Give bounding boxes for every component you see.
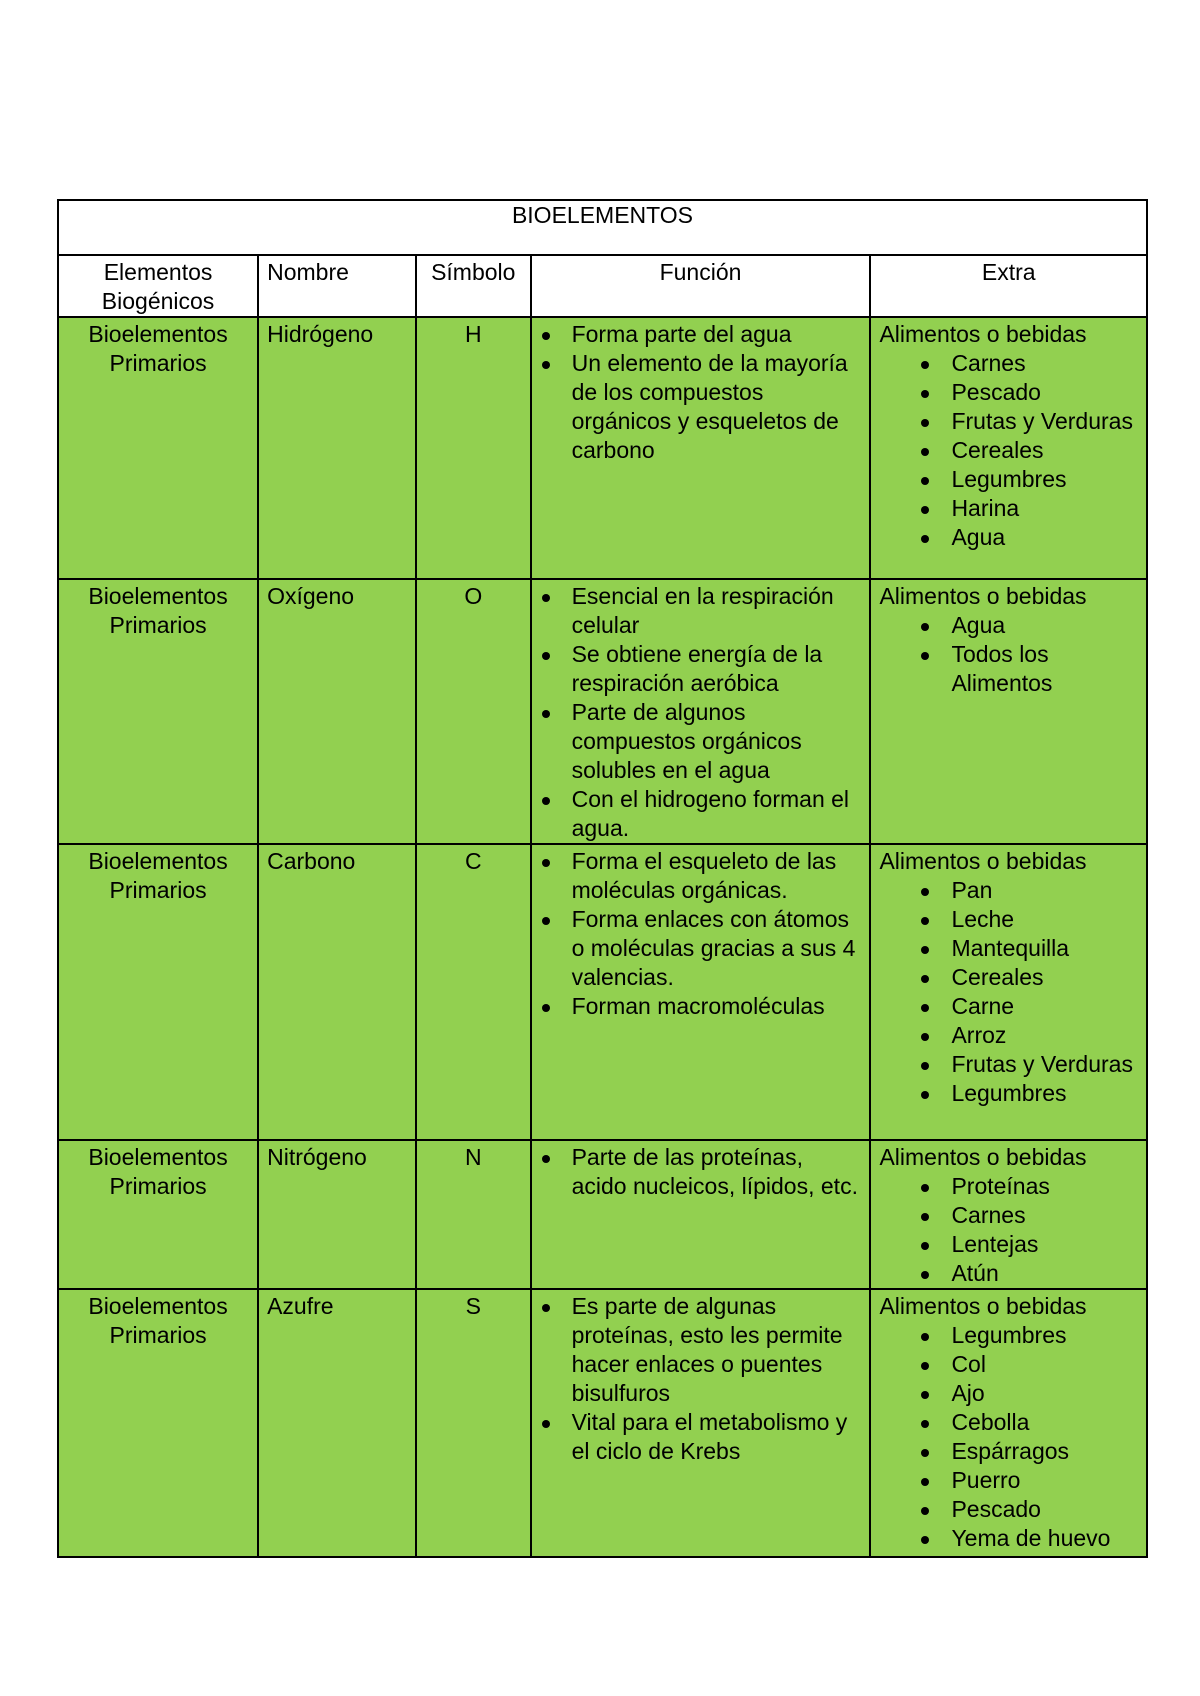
list-item: Arroz: [879, 1021, 1138, 1050]
cell-elementos: Bioelementos Primarios: [58, 579, 258, 844]
cell-elementos: Bioelementos Primarios: [58, 317, 258, 579]
funcion-list: [572, 582, 864, 843]
cell-simbolo: S: [416, 1289, 531, 1557]
extra-label: Alimentos o bebidas: [879, 583, 1087, 609]
list-item: Carnes: [879, 349, 1138, 378]
list-item: Un elemento de la mayoría de los compuestos orgánicos y esqueletos de carbono: [532, 349, 864, 465]
list-item: Se obtiene energía de la respiración aeróbica: [532, 640, 864, 698]
cell-nombre: Oxígeno: [258, 579, 416, 844]
extra-label: Alimentos o bebidas: [879, 321, 1087, 347]
cell-simbolo: N: [416, 1140, 531, 1289]
funcion-list: [572, 320, 864, 465]
list-item: Leche: [879, 905, 1138, 934]
cell-funcion: [531, 317, 871, 579]
list-item: Es parte de algunas proteínas, esto les permite hacer enlaces o puentes bisulfuros: [532, 1292, 864, 1408]
list-item: Esencial en la respiración celular: [532, 582, 864, 640]
cell-extra: [870, 1289, 1147, 1557]
cell-extra: [870, 579, 1147, 844]
list-item: Todos los Alimentos: [879, 640, 1138, 698]
bioelementos-table: [57, 199, 1148, 1558]
list-item: Frutas y Verduras: [879, 1050, 1138, 1079]
list-item: Frutas y Verduras: [879, 407, 1138, 436]
cell-nombre: Carbono: [258, 844, 416, 1140]
header-elementos: Elementos Biogénicos: [58, 255, 258, 317]
funcion-list: [572, 1143, 864, 1201]
list-item: Parte de algunos compuestos orgánicos solubles en el agua: [532, 698, 864, 785]
list-item: Forma el esqueleto de las moléculas orgánicas.: [532, 847, 864, 905]
list-item: Yema de huevo: [879, 1524, 1138, 1553]
list-item: Harina: [879, 494, 1138, 523]
cell-funcion: [531, 1140, 871, 1289]
cell-nombre: Nitrógeno: [258, 1140, 416, 1289]
header-funcion: Función: [531, 255, 871, 317]
list-item: Agua: [879, 611, 1138, 640]
header-simbolo: Símbolo: [416, 255, 531, 317]
list-item: Agua: [879, 523, 1138, 552]
extra-list: [879, 876, 1138, 1108]
header-nombre: Nombre: [258, 255, 416, 317]
table-row: [58, 1289, 1147, 1557]
cell-nombre: Hidrógeno: [258, 317, 416, 579]
table-row: [58, 844, 1147, 1140]
list-item: Puerro: [879, 1466, 1138, 1495]
extra-label: Alimentos o bebidas: [879, 1144, 1087, 1170]
cell-nombre: Azufre: [258, 1289, 416, 1557]
list-item: Col: [879, 1350, 1138, 1379]
header-row: [58, 255, 1147, 317]
list-item: Ajo: [879, 1379, 1138, 1408]
header-extra: Extra: [870, 255, 1147, 317]
funcion-list: [572, 1292, 864, 1466]
list-item: Forman macromoléculas: [532, 992, 864, 1021]
list-item: Cereales: [879, 963, 1138, 992]
cell-funcion: [531, 844, 871, 1140]
list-item: Pescado: [879, 378, 1138, 407]
cell-extra: [870, 1140, 1147, 1289]
extra-label: Alimentos o bebidas: [879, 848, 1087, 874]
list-item: Parte de las proteínas, acido nucleicos, lípidos, etc.: [532, 1143, 864, 1201]
list-item: Cereales: [879, 436, 1138, 465]
cell-simbolo: C: [416, 844, 531, 1140]
cell-elementos: Bioelementos Primarios: [58, 1289, 258, 1557]
list-item: Lentejas: [879, 1230, 1138, 1259]
table-row: [58, 317, 1147, 579]
cell-funcion: [531, 579, 871, 844]
list-item: Espárragos: [879, 1437, 1138, 1466]
list-item: Atún: [879, 1259, 1138, 1288]
cell-extra: [870, 317, 1147, 579]
table-row: [58, 579, 1147, 844]
list-item: Pan: [879, 876, 1138, 905]
funcion-list: [572, 847, 864, 1021]
table-title: BIOELEMENTOS: [58, 200, 1147, 255]
list-item: Carnes: [879, 1201, 1138, 1230]
list-item: Cebolla: [879, 1408, 1138, 1437]
cell-elementos: Bioelementos Primarios: [58, 844, 258, 1140]
extra-list: [879, 349, 1138, 552]
cell-simbolo: H: [416, 317, 531, 579]
list-item: Legumbres: [879, 465, 1138, 494]
extra-list: [879, 1321, 1138, 1553]
list-item: Forma parte del agua: [532, 320, 864, 349]
list-item: Legumbres: [879, 1321, 1138, 1350]
list-item: Con el hidrogeno forman el agua.: [532, 785, 864, 843]
list-item: Legumbres: [879, 1079, 1138, 1108]
list-item: Proteínas: [879, 1172, 1138, 1201]
cell-funcion: [531, 1289, 871, 1557]
list-item: Forma enlaces con átomos o moléculas gracias a sus 4 valencias.: [532, 905, 864, 992]
list-item: Pescado: [879, 1495, 1138, 1524]
extra-list: [879, 1172, 1138, 1288]
extra-label: Alimentos o bebidas: [879, 1293, 1087, 1319]
cell-extra: [870, 844, 1147, 1140]
cell-elementos: Bioelementos Primarios: [58, 1140, 258, 1289]
list-item: Carne: [879, 992, 1138, 1021]
cell-simbolo: O: [416, 579, 531, 844]
table-row: [58, 1140, 1147, 1289]
extra-list: [879, 611, 1138, 698]
list-item: Vital para el metabolismo y el ciclo de Krebs: [532, 1408, 864, 1466]
list-item: Mantequilla: [879, 934, 1138, 963]
